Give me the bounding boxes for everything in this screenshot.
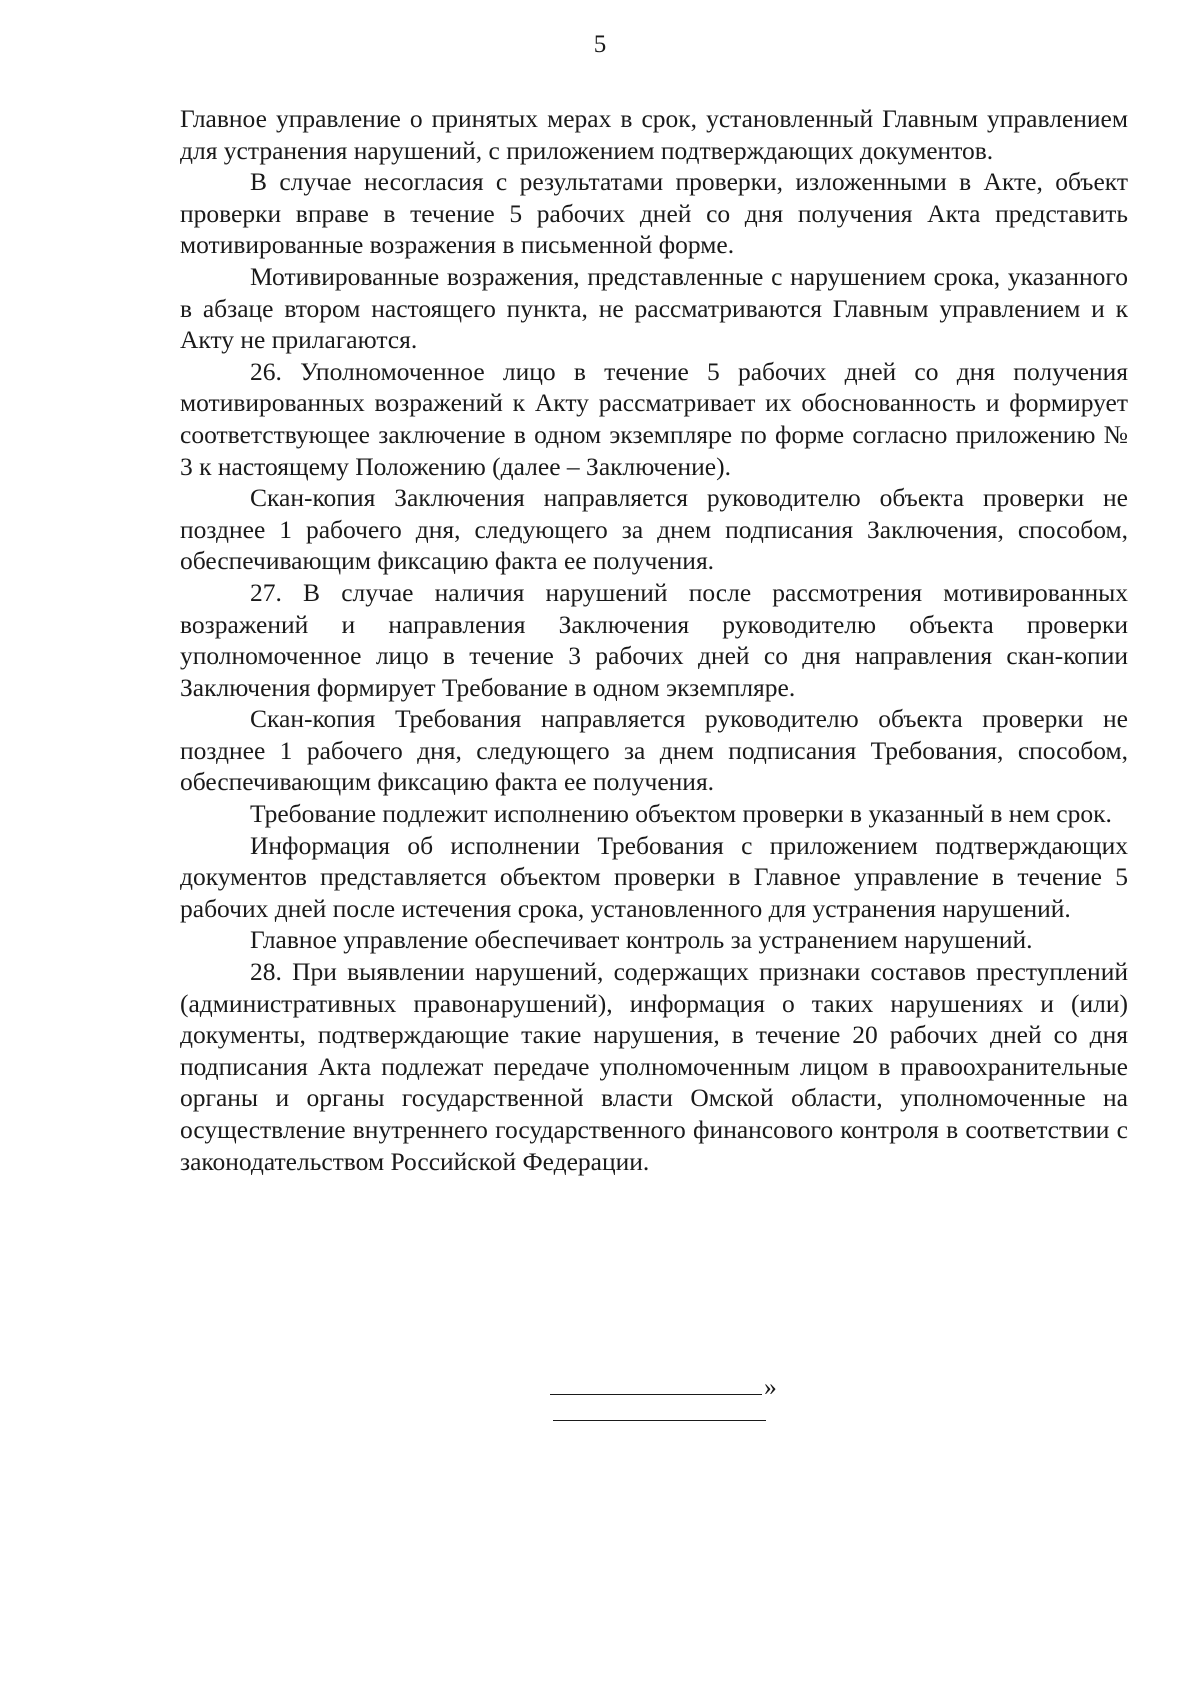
document-body: [180, 103, 1128, 1177]
paragraph-execution-information: Информация об исполнении Требования с приложением подтверждающих документов представляется объектом проверки в Главное управление в течение 5 рабочих дней после истечения срока, установленного для устранения нарушений.: [180, 830, 1128, 923]
paragraph-requirement-scan-copy: Скан-копия Требования направляется руководителю объекта проверки не позднее 1 рабочего дня, следующего за днем подписания Требования, способом, обеспечивающим фиксацию факта ее получения.: [180, 704, 1128, 797]
closing-quote-mark: »: [764, 1372, 777, 1401]
paragraph-control-over-elimination: Главное управление обеспечивает контроль за устранением нарушений.: [250, 925, 1033, 955]
paragraph-conclusion-scan-copy: Скан-копия Заключения направляется руководителю объекта проверки не позднее 1 рабочего дня, следующего за днем подписания Заключения, способом, обеспечивающим фиксацию факта ее получения.: [180, 483, 1128, 576]
paragraph-item-27: 27. В случае наличия нарушений после рассмотрения мотивированных возражений и направления Заключения руководителю объекта проверки уполномоченное лицо в течение 3 рабочих дней со дня направления скан-копии Заключения формирует Требование в одном экземпляре.: [180, 577, 1128, 702]
closing-mark: [550, 1372, 780, 1402]
paragraph-main-administration-report: Главное управление о принятых мерах в срок, установленный Главным управлением для устранения нарушений, с приложением подтверждающих документов.: [180, 104, 1128, 165]
paragraph-late-objections: Мотивированные возражения, представленные с нарушением срока, указанного в абзаце втором настоящего пункта, не рассматриваются Главным управлением и к Акту не прилагаются.: [180, 261, 1128, 355]
end-of-document-rule: [553, 1420, 766, 1421]
closing-underline: [550, 1376, 762, 1395]
paragraph-item-28: 28. При выявлении нарушений, содержащих признаки составов преступлений (административных правонарушений), информация о таких нарушениях и (или) документы, подтверждающие такие нарушения, в течение 20 рабочих дней со дня подписания Акта подлежат передаче уполномоченным лицом в правоохранительные органы и органы государственной власти Омской области, уполномоченные на осуществление внутреннего государственного финансового контроля в соответствии с законодательством Российской Федерации.: [180, 957, 1128, 1176]
page-number: 5: [593, 31, 607, 58]
paragraph-disagreement-objections: В случае несогласия с результатами проверки, изложенными в Акте, объект проверки вправе в течение 5 рабочих дней со дня получения Акта представить мотивированные возражения в письменной форме.: [180, 167, 1128, 260]
paragraph-item-26: 26. Уполномоченное лицо в течение 5 рабочих дней со дня получения мотивированных возражений к Акту рассматривает их обоснованность и формирует соответствующее заключение в одном экземпляре по форме согласно приложению № 3 к настоящему Положению (далее – Заключение).: [180, 356, 1128, 481]
paragraph-requirement-execution: Требование подлежит исполнению объектом проверки в указанный в нем срок.: [250, 799, 1112, 829]
